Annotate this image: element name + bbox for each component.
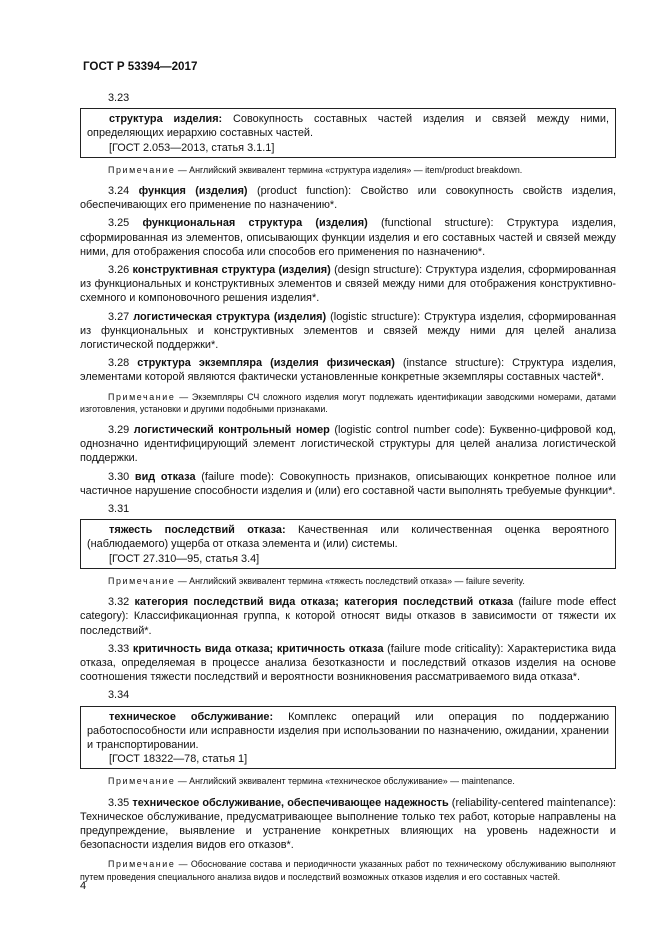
term-definition: (product function): Свойство или совокупность свойств изделия, обеспечивающих его применение по назначению*.: [80, 185, 617, 212]
term-number: 3.23: [108, 92, 130, 104]
term-number: 3.33: [108, 642, 130, 655]
term-paragraph: [80, 423, 616, 466]
term-title: техническое обслуживание:: [109, 710, 274, 723]
term-title: конструктивная структура (изделия): [132, 264, 331, 277]
term-number: 3.29: [108, 424, 130, 437]
term-source: [ГОСТ 18322—78, статья 1]: [109, 753, 248, 766]
note-text: — Английский эквивалент термина «структура изделия» — item/product breakdown.: [175, 164, 523, 175]
term-definition: (logistic control number code): Буквенно-цифровой код, однозначно идентифицирующий элемент логистической структуры для целей анализа логистической поддержки.: [80, 424, 616, 465]
term-number: 3.25: [108, 217, 130, 230]
term-title: тяжесть последствий отказа:: [109, 524, 286, 537]
note-label: Примечание: [108, 859, 176, 870]
page-number: 4: [80, 880, 87, 892]
term-number: 3.31: [108, 503, 130, 516]
term-title: критичность вида отказа; критичность отказа: [132, 642, 384, 655]
note-text: — Обоснование состава и периодичности указанных работ по техническому обслуживанию выполняют путем проведения специального анализа видов и последствий возможных отказов изделия и его составных частей.: [80, 859, 616, 882]
term-paragraph: [80, 356, 616, 384]
term-paragraph: [80, 216, 616, 259]
term-title: логистическая структура (изделия): [133, 310, 327, 323]
term-definition: (design structure): Структура изделия, сформированная из функциональных и конструктивных элементов и связей между ними для отображения конструктивно-схемного и компоновочного решения изделия*.: [80, 264, 616, 305]
term-paragraph: [80, 263, 616, 306]
term-paragraph: [80, 595, 616, 638]
note: [80, 858, 616, 882]
term-title: структура изделия:: [109, 113, 223, 126]
term-definition: (failure mode): Совокупность признаков, описывающих конкретное полное или частичное нарушение способности изделия и (или) его составной части выполнять требуемые функции*.: [80, 470, 616, 497]
note-text: — Английский эквивалент термина «техническое обслуживание» — maintenance.: [175, 776, 515, 787]
term-title: вид отказа: [134, 470, 196, 483]
note: [80, 164, 616, 176]
term-source: [ГОСТ 27.310—95, статья 3.4]: [109, 552, 260, 565]
term-number: 3.24: [108, 185, 130, 198]
note-label: Примечание: [108, 776, 176, 787]
note: [80, 575, 616, 587]
terms-content: [80, 91, 616, 891]
note-label: Примечание: [108, 575, 176, 586]
term-title: функциональная структура (изделия): [142, 217, 368, 230]
term-title: функция (изделия): [138, 185, 248, 198]
term-definition: (failure mode effect category): Классификационная группа, к которой относят виды отказов в зависимости от тяжести их последствий*.: [80, 596, 616, 637]
term-source: [ГОСТ 2.053—2013, статья 3.1.1]: [109, 141, 275, 154]
term-paragraph: [80, 642, 616, 685]
term-number: 3.26: [108, 264, 130, 277]
term-definition: (failure mode criticality): Характеристика вида отказа, определяемая в процессе анализа безотказности и последствий отказов изделия на основе соотношения тяжести последствий и вероятности возникновения рассматриваемого вида отказа*.: [80, 642, 616, 684]
term-definition: (functional structure): Структура изделия, сформированная из элементов, описывающих функции изделия и его составных частей и связей между ними, для отображения способа или способов его применения по назначению*.: [80, 217, 616, 258]
term-number: 3.27: [108, 310, 130, 323]
note: [80, 391, 616, 415]
term-title: логистический контрольный номер: [133, 424, 330, 437]
term-definition: Комплекс операций или операция по поддержанию работоспособности или исправности изделия при использовании по назначению, ожидании, хранении и транспортировании.: [87, 710, 609, 751]
term-paragraph: [80, 310, 616, 353]
term-definition: (reliability-centered maintenance): Техническое обслуживание, предусматривающее выполнение только тех работ, которые направлены на предупреждение, выявление и устранение конкретных влияющих на уровень надежности и безопасности изделия видов его отказов*.: [80, 796, 616, 852]
term-number: 3.30: [108, 470, 130, 483]
term-number: 3.32: [108, 596, 130, 609]
term-paragraph: [80, 796, 616, 853]
term-paragraph: [80, 184, 616, 212]
term-number: 3.35: [108, 796, 130, 809]
term-definition: Качественная или количественная оценка вероятного (наблюдаемого) ущерба от отказа элемента и (или) системы.: [87, 524, 609, 551]
term-box: [80, 108, 616, 158]
term-box: [80, 519, 616, 569]
term-definition: (instance structure): Структура изделия, элементами которой являются фактически установленные конкретные экземпляры составных частей*.: [80, 357, 616, 384]
note: [80, 775, 616, 787]
term-title: структура экземпляра (изделия физическая): [137, 357, 395, 370]
term-definition: Совокупность составных частей изделия и связей между ними, определяющих иерархию составных частей.: [87, 113, 609, 140]
term-box: [80, 706, 616, 770]
term-title: категория последствий вида отказа; категория последствий отказа: [134, 596, 514, 609]
term-paragraph: [80, 470, 616, 498]
standard-header: ГОСТ Р 53394—2017: [83, 60, 198, 73]
note-label: Примечание: [108, 391, 176, 402]
note-text: — Английский эквивалент термина «тяжесть последствий отказа» — failure severity.: [175, 575, 525, 586]
note-text: — Экземпляры СЧ сложного изделия могут подлежать идентификации заводскими номерами, датами изготовления, установки и другими подобными признаками.: [80, 391, 616, 414]
term-number: 3.34: [108, 689, 130, 702]
term-title: техническое обслуживание, обеспечивающее надежность: [132, 796, 449, 809]
term-definition: (logistic structure): Структура изделия, сформированная из функциональных и конструктивных элементов и связей между ними для целей анализа логистической поддержки*.: [80, 310, 616, 352]
note-label: Примечание: [108, 164, 176, 175]
term-number: 3.28: [108, 357, 130, 370]
